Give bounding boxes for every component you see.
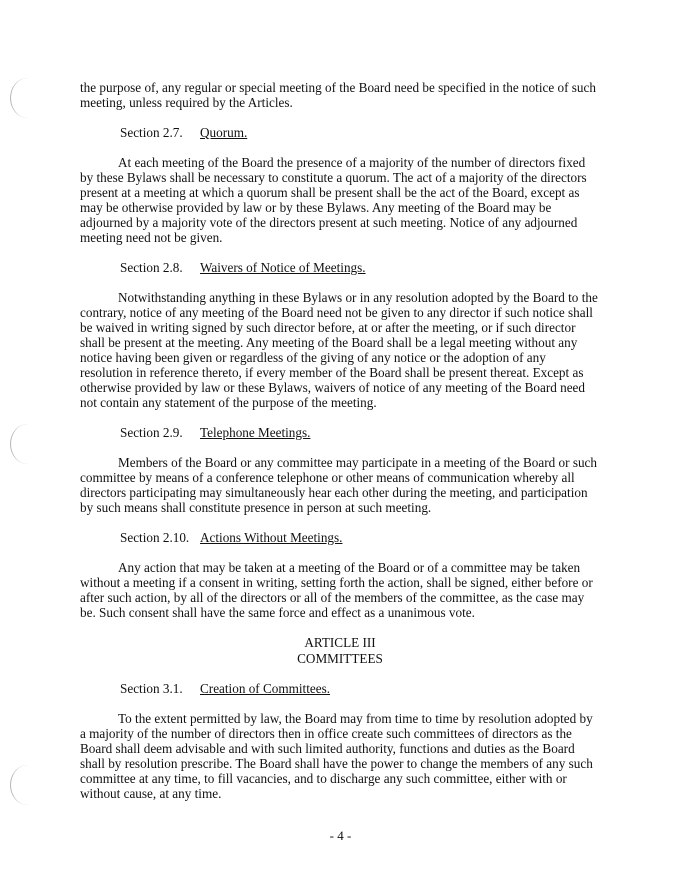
- intro-paragraph: the purpose of, any regular or special meeting of the Board need be specified in the notice of such meeting, unless required by the Articles.: [80, 80, 596, 110]
- document-page: [80, 80, 600, 816]
- section-title: Quorum.: [200, 125, 248, 140]
- section-2-7-heading: [120, 125, 600, 140]
- punch-hole-top: [10, 78, 45, 118]
- punch-hole-middle: [10, 424, 45, 464]
- section-title: Telephone Meetings.: [200, 425, 311, 440]
- page-number: - 4 -: [329, 828, 352, 843]
- section-number: Section 2.8.: [120, 260, 183, 275]
- article-number: ARTICLE III: [304, 635, 376, 650]
- section-number: Section 2.7.: [120, 125, 183, 140]
- section-3-1-heading: [120, 681, 600, 696]
- section-title: Waivers of Notice of Meetings.: [200, 260, 366, 275]
- section-2-10-heading: [120, 530, 600, 545]
- section-2-9-heading: [120, 425, 600, 440]
- section-title: Actions Without Meetings.: [200, 530, 343, 545]
- section-title: Creation of Committees.: [200, 681, 331, 696]
- article-title: COMMITTEES: [297, 651, 383, 666]
- punch-hole-bottom: [10, 765, 45, 805]
- section-number: Section 2.9.: [120, 425, 183, 440]
- section-2-10-body: Any action that may be taken at a meeting of the Board or of a committee may be taken without a meeting if a consent in writing, setting forth the action, shall be signed, either before or after such action, by all of the directors or all of the members of the committee, as the case may be. Such consent shall have the same force and effect as a unanimous vote.: [80, 560, 593, 620]
- section-2-8-heading: [120, 260, 600, 275]
- section-number: Section 2.10.: [120, 530, 190, 545]
- section-2-7-body: At each meeting of the Board the presence of a majority of the number of directors fixed by these Bylaws shall be necessary to constitute a quorum. The act of a majority of the directors present at a meeting at which a quorum shall be present shall be the act of the Board, except as may be otherwise provided by law or by these Bylaws. Any meeting of the Board may be adjourned by a majority vote of the directors present at such meeting. Notice of any adjourned meeting need not be given.: [80, 155, 587, 245]
- section-number: Section 3.1.: [120, 681, 183, 696]
- section-3-1-body: To the extent permitted by law, the Board may from time to time by resolution adopted by a majority of the number of directors then in office create such committees of directors as the Board shall deem advisable and with such limited authority, functions and duties as the Board shall by resolution prescribe. The Board shall have the power to change the members of any such committee at any time, to fill vacancies, and to discharge any such committee, either with or without cause, at any time.: [80, 711, 593, 801]
- article-heading: [80, 635, 600, 667]
- section-2-8-body: Notwithstanding anything in these Bylaws or in any resolution adopted by the Board to the contrary, notice of any meeting of the Board need not be given to any director if such notice shall be waived in writing signed by such director before, at or after the meeting, or if such director shall be present at the meeting. Any meeting of the Board shall be a legal meeting without any notice having been given or regardless of the giving of any notice or the adoption of any resolution in reference thereto, if every member of the Board shall be present thereat. Except as otherwise provided by law or these Bylaws, waivers of notice of any meeting of the Board need not contain any statement of the purpose of the meeting.: [80, 290, 598, 410]
- section-2-9-body: Members of the Board or any committee may participate in a meeting of the Board or such committee by means of a conference telephone or other means of communication whereby all directors participating may simultaneously hear each other during the meeting, and participation by such means shall constitute presence in person at such meeting.: [80, 455, 597, 515]
